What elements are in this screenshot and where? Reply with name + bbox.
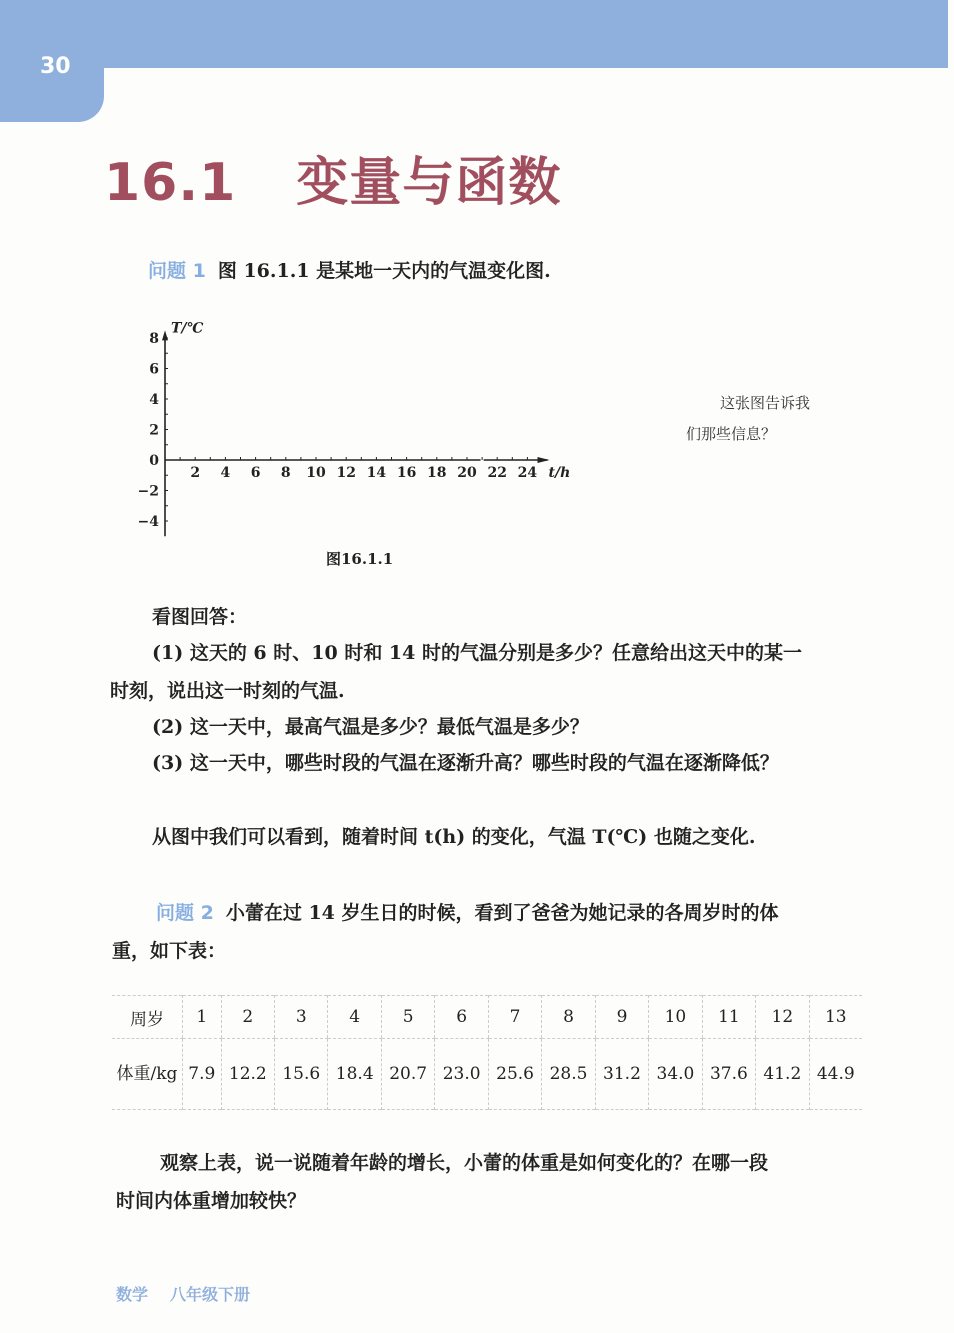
weight-cell: 12.2 xyxy=(221,1039,274,1110)
x-axis-label: t/h xyxy=(548,465,571,481)
age-cell: 7 xyxy=(488,996,541,1039)
y-tick-label: 2 xyxy=(149,422,159,439)
page-number: 30 xyxy=(40,54,71,79)
problem-2-text-b: 重，如下表： xyxy=(112,940,227,962)
x-tick-label: 10 xyxy=(306,465,326,481)
observe-text-b: 时间内体重增加较快？ xyxy=(116,1190,307,1212)
x-tick-label: 8 xyxy=(280,465,291,481)
age-cell: 10 xyxy=(649,996,702,1039)
age-cell: 12 xyxy=(756,996,809,1039)
age-cell: 6 xyxy=(435,996,488,1039)
section-number: 16.1 xyxy=(104,153,237,213)
weight-table xyxy=(112,995,862,1110)
x-tick-label: 18 xyxy=(427,465,447,481)
x-tick-label: 14 xyxy=(366,465,387,481)
question-1b: 时刻，说出这一时刻的气温. xyxy=(110,680,345,702)
x-tick-label: 4 xyxy=(220,465,231,481)
side-note-line-1: 这张图告诉我 xyxy=(720,394,811,412)
y-axis-label: T/℃ xyxy=(171,320,204,337)
y-tick-label: 4 xyxy=(149,392,159,408)
weight-cell: 41.2 xyxy=(756,1039,809,1110)
age-cell: 13 xyxy=(809,996,862,1039)
weight-cell: 23.0 xyxy=(435,1039,488,1110)
y-tick-label: −4 xyxy=(137,514,159,530)
problem-2-text-a: 小蕾在过 14 岁生日的时候，看到了爸爸为她记录的各周岁时的体 xyxy=(225,902,779,924)
weight-cell: 20.7 xyxy=(381,1039,434,1110)
x-axis-arrow xyxy=(538,457,550,463)
section-title xyxy=(104,140,561,215)
question-1a: (1) 这天的 6 时、10 时和 14 时的气温分别是多少？任意给出这天中的某一 xyxy=(152,642,802,664)
observe-text-a: 观察上表，说一说随着年龄的增长，小蕾的体重是如何变化的？在哪一段 xyxy=(160,1152,769,1174)
weight-cell: 25.6 xyxy=(488,1039,541,1110)
x-tick-label: 22 xyxy=(487,465,507,481)
x-tick-label: 6 xyxy=(250,465,261,481)
age-cell: 4 xyxy=(328,996,381,1039)
weight-cell: 34.0 xyxy=(649,1039,702,1110)
weight-cell: 31.2 xyxy=(595,1039,648,1110)
weight-cell: 28.5 xyxy=(542,1039,595,1110)
temperature-chart xyxy=(130,305,580,575)
x-tick-label: 16 xyxy=(396,465,417,481)
question-2: (2) 这一天中，最高气温是多少？最低气温是多少？ xyxy=(152,716,589,738)
x-tick-label: 20 xyxy=(457,465,477,481)
footer-grade: 八年级下册 xyxy=(170,1285,251,1304)
age-cell: 11 xyxy=(702,996,755,1039)
y-tick-label: −2 xyxy=(137,483,159,500)
conclusion-text: 从图中我们可以看到，随着时间 t(h) 的变化，气温 T(℃) 也随之变化. xyxy=(152,826,756,848)
weight-cell: 15.6 xyxy=(275,1039,328,1110)
question-3: (3) 这一天中，哪些时段的气温在逐渐升高？哪些时段的气温在逐渐降低？ xyxy=(152,752,779,774)
age-cell: 3 xyxy=(275,996,328,1039)
footer-subject: 数学 xyxy=(116,1285,149,1304)
age-cell: 8 xyxy=(542,996,595,1039)
table-row-weights xyxy=(112,1039,862,1110)
side-note xyxy=(686,388,811,450)
weight-cell: 44.9 xyxy=(809,1039,862,1110)
age-cell: 9 xyxy=(595,996,648,1039)
y-tick-label: 0 xyxy=(149,453,159,469)
table-row-ages xyxy=(112,996,862,1039)
age-cell: 5 xyxy=(381,996,434,1039)
footer xyxy=(116,1282,250,1305)
header-band xyxy=(0,0,948,68)
problem-1-text: 图 16.1.1 是某地一天内的气温变化图. xyxy=(217,260,551,282)
problem-1 xyxy=(148,256,551,283)
y-axis-arrow xyxy=(162,330,168,340)
age-cell: 2 xyxy=(221,996,274,1039)
weight-cell: 7.9 xyxy=(183,1039,222,1110)
section-name: 变量与函数 xyxy=(296,153,562,213)
y-tick-label: 8 xyxy=(149,331,159,347)
questions-intro: 看图回答： xyxy=(152,606,248,628)
row-header-weight: 体重/kg xyxy=(116,1064,178,1084)
weight-cell: 37.6 xyxy=(702,1039,755,1110)
y-tick-label: 6 xyxy=(149,361,159,378)
x-tick-label: 2 xyxy=(190,465,201,481)
row-header-age: 周岁 xyxy=(112,996,183,1039)
problem-2 xyxy=(156,894,779,932)
figure-caption: 图16.1.1 xyxy=(326,550,394,568)
x-tick-label: 24 xyxy=(517,465,538,481)
age-cell: 1 xyxy=(183,996,222,1039)
x-tick-label: 12 xyxy=(336,465,356,481)
problem-2-label: 问题 2 xyxy=(156,902,214,924)
side-note-line-2: 们那些信息？ xyxy=(686,425,777,443)
weight-cell: 18.4 xyxy=(328,1039,381,1110)
problem-1-label: 问题 1 xyxy=(148,260,206,282)
